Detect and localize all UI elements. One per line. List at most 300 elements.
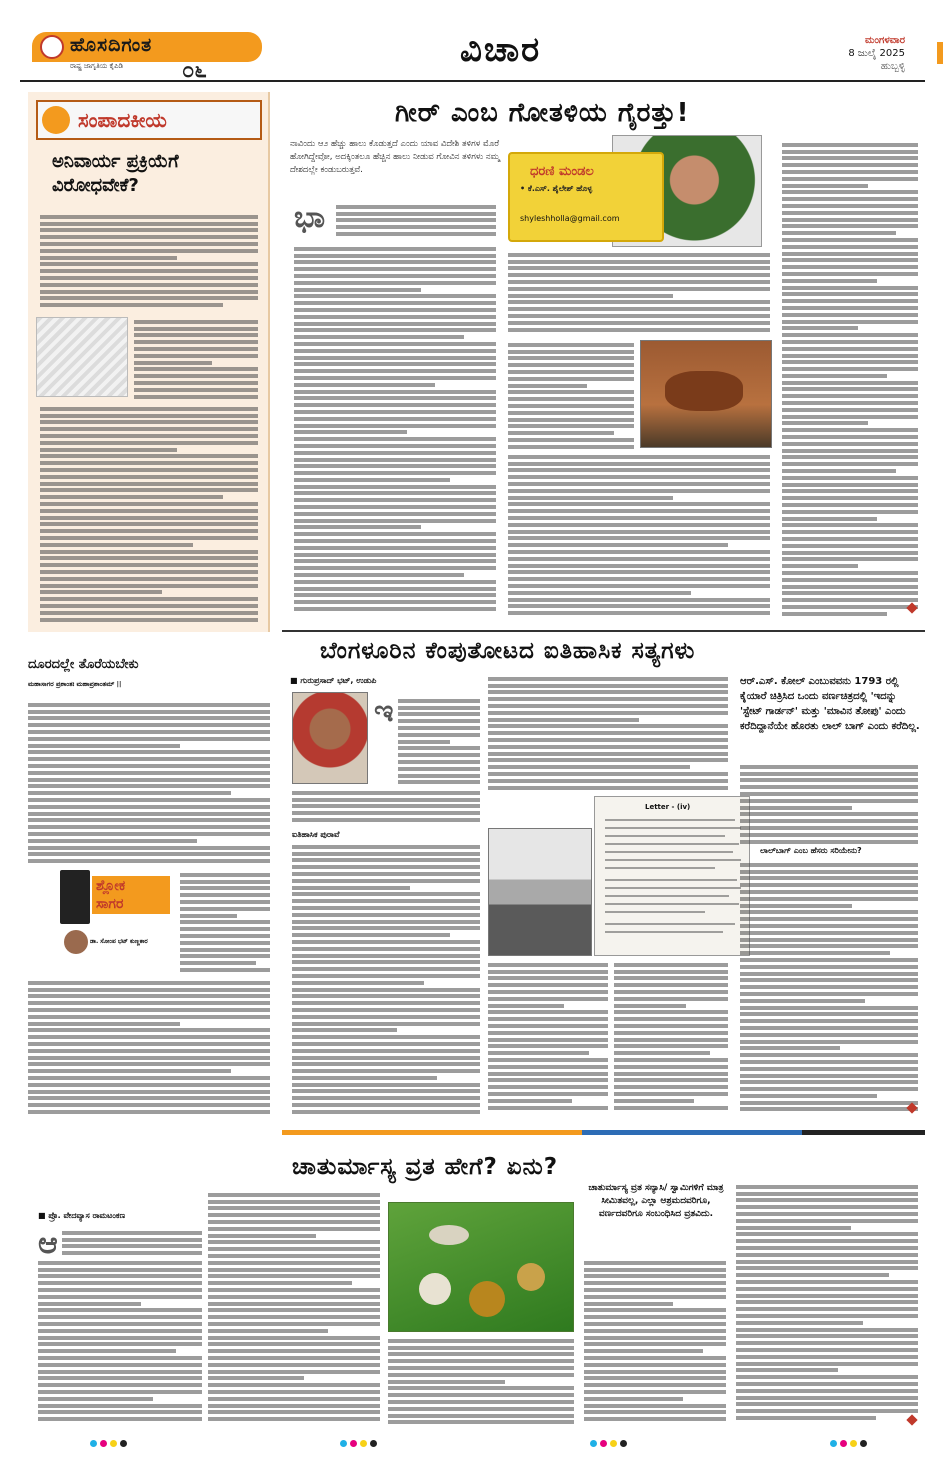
text-line [782, 442, 918, 446]
text-line [40, 563, 258, 567]
text-line [294, 478, 450, 482]
text-line [782, 150, 918, 154]
text-line [488, 697, 728, 701]
text-line [28, 1096, 270, 1100]
text-line [294, 260, 496, 264]
text-line [28, 798, 270, 802]
text-line [336, 232, 496, 236]
text-line [508, 438, 634, 442]
text-line [40, 584, 258, 588]
text-line [740, 1107, 918, 1111]
text-line [292, 811, 480, 815]
left-lower-body-2 [180, 870, 270, 974]
letter-title: Letter - (iv) [645, 803, 691, 811]
text-line [292, 1069, 480, 1073]
text-line [294, 505, 496, 509]
text-line [40, 522, 258, 526]
article2-author: ■ ಗುರುಪ್ರಸಾದ್ ಭಟ್, ಉಡುಪಿ [290, 676, 377, 685]
text-line [294, 281, 496, 285]
text-line [40, 256, 177, 260]
text-line [40, 597, 258, 601]
editorial-photo [36, 317, 128, 397]
left-lower-body-1 [28, 700, 270, 866]
text-line [208, 1404, 380, 1408]
text-line [28, 846, 270, 850]
text-line [782, 326, 858, 330]
color-bar-blue [582, 1130, 802, 1135]
text-line [292, 872, 480, 876]
text-line [614, 1038, 728, 1042]
text-line [614, 1106, 728, 1110]
text-line [736, 1409, 918, 1413]
text-line [614, 1065, 728, 1069]
text-line [134, 381, 258, 385]
left-lower-title[interactable]: ದೂರದಲ್ಲೇ ತೊರೆಯಬೇಕು [28, 657, 139, 672]
text-line [294, 396, 496, 400]
text-line [508, 370, 634, 374]
text-line [508, 307, 770, 311]
text-line [782, 286, 918, 290]
text-line [508, 516, 770, 520]
text-line [388, 1339, 574, 1343]
article2-dropcap: ಇ [374, 694, 394, 729]
text-line [736, 1402, 918, 1406]
article3-col5 [736, 1182, 918, 1426]
article2-col2-top [488, 674, 728, 794]
text-line [508, 591, 691, 595]
article1-col1 [294, 244, 496, 616]
text-line [38, 1268, 202, 1272]
text-line [736, 1321, 863, 1325]
text-line [488, 724, 728, 728]
text-line [28, 1022, 180, 1026]
text-line [134, 361, 212, 365]
text-line [782, 469, 896, 473]
text-line [294, 369, 496, 373]
text-line [782, 245, 918, 249]
text-line [782, 496, 918, 500]
text-line [294, 464, 496, 468]
text-line [584, 1281, 726, 1285]
text-line [294, 254, 496, 258]
text-line [614, 963, 728, 967]
text-line [208, 1234, 316, 1238]
text-line [180, 941, 270, 945]
text-line [782, 299, 918, 303]
text-line [508, 536, 770, 540]
article2-subhead-1: ಐತಿಹಾಸಿಕ ಪುರಾವೆ [292, 830, 340, 839]
text-line [740, 1101, 918, 1105]
text-line [388, 1400, 574, 1404]
article2-col1-mid [292, 788, 480, 828]
article3-title[interactable]: ಚಾತುರ್ಮಾಸ್ಯ ವ್ರತ ಹೇಗೆ? ಏನು? [292, 1154, 559, 1180]
article1-col2-mid [508, 340, 634, 450]
text-line [782, 462, 918, 466]
text-line [294, 566, 496, 570]
text-line [28, 737, 270, 741]
text-line [292, 852, 480, 856]
text-line [208, 1308, 380, 1312]
text-line [208, 1281, 352, 1285]
text-line [488, 731, 728, 735]
text-line [736, 1396, 918, 1400]
text-line [294, 559, 496, 563]
text-line [782, 401, 918, 405]
text-line [208, 1390, 380, 1394]
article2-col3-bottom [614, 960, 728, 1116]
text-line [38, 1288, 202, 1292]
text-line [736, 1382, 918, 1386]
text-line [508, 377, 634, 381]
text-line [28, 730, 270, 734]
text-line [40, 550, 258, 554]
text-line [208, 1295, 380, 1299]
text-line [180, 968, 270, 972]
text-line [40, 303, 223, 307]
text-line [584, 1322, 726, 1326]
text-line [488, 1106, 608, 1110]
text-line [292, 1015, 480, 1019]
text-line [740, 924, 918, 928]
text-line [782, 340, 918, 344]
text-line [38, 1404, 202, 1408]
text-line [28, 1110, 270, 1114]
text-line [38, 1356, 202, 1360]
text-line [782, 177, 918, 181]
text-line [488, 690, 728, 694]
text-line [208, 1370, 380, 1374]
text-line [292, 933, 450, 937]
text-line [740, 897, 918, 901]
text-line [736, 1232, 918, 1236]
section-title: ವಿಚಾರ [460, 30, 542, 70]
text-line [508, 356, 634, 360]
text-line [584, 1417, 726, 1421]
text-line [28, 716, 270, 720]
text-line [488, 1024, 608, 1028]
text-line [508, 384, 587, 388]
left-lower-subtitle: ಮಹಾಸಾಗರ ಪ್ರಶಾಂತಃ ಮಹಾಪ್ರಶಾಂತಮ್ || [28, 680, 122, 688]
text-line [736, 1280, 918, 1284]
text-line [740, 772, 918, 776]
text-line [740, 910, 918, 914]
text-line [508, 300, 770, 304]
text-line [28, 1056, 270, 1060]
editorial-body-1 [40, 212, 258, 310]
text-line [782, 374, 887, 378]
text-line [28, 1083, 270, 1087]
text-line [134, 340, 258, 344]
text-line [740, 999, 865, 1003]
text-line [736, 1239, 918, 1243]
text-line [740, 972, 918, 976]
text-line [740, 1046, 840, 1050]
text-line [294, 349, 496, 353]
text-line [488, 1065, 608, 1069]
text-line [292, 974, 480, 978]
text-line [614, 1010, 728, 1014]
text-line [294, 430, 407, 434]
text-line [488, 711, 728, 715]
text-line [736, 1266, 918, 1270]
text-line [736, 1389, 918, 1393]
text-line [584, 1383, 726, 1387]
text-line [740, 978, 918, 982]
text-line [28, 1001, 270, 1005]
text-line [782, 557, 918, 561]
text-line [38, 1397, 153, 1401]
city: ಹುಬ್ಬಳ್ಳಿ [880, 61, 905, 72]
registration-marks-1 [90, 1440, 127, 1447]
editorial-headline[interactable]: ಅನಿವಾರ್ಯ ಪ್ರಕ್ರಿಯೆಗೆ ವಿರೋಧವೇಕೆ? [52, 151, 179, 196]
text-line [28, 710, 270, 714]
text-line [488, 765, 690, 769]
text-line [208, 1342, 380, 1346]
text-line [614, 1031, 728, 1035]
text-line [740, 792, 918, 796]
text-line [488, 758, 728, 762]
text-line [508, 294, 673, 298]
text-line [508, 328, 770, 332]
editorial-emblem-icon [42, 106, 70, 134]
text-line [40, 495, 223, 499]
historic-letter-image [594, 796, 750, 956]
text-line [208, 1200, 380, 1204]
text-line [40, 228, 258, 232]
text-line [38, 1336, 202, 1340]
text-line [488, 1078, 608, 1082]
text-line [38, 1295, 202, 1299]
date: 8 ಜುಲೈ 2025 [848, 48, 905, 59]
text-line [294, 519, 496, 523]
text-line [508, 404, 634, 408]
text-line [740, 1006, 918, 1010]
text-line [292, 960, 480, 964]
text-line [292, 920, 480, 924]
text-line [62, 1244, 202, 1248]
text-line [508, 424, 634, 428]
text-line [740, 819, 918, 823]
text-line [28, 1090, 270, 1094]
text-line [782, 197, 918, 201]
text-line [388, 1407, 574, 1411]
text-line [40, 502, 258, 506]
banana-leaf-meal-photo [388, 1202, 574, 1332]
article3-dropcap: ಆ [38, 1226, 58, 1261]
text-line [40, 290, 258, 294]
text-line [292, 1008, 480, 1012]
text-line [508, 475, 770, 479]
text-line [40, 414, 258, 418]
text-line [38, 1322, 202, 1326]
text-line [208, 1397, 380, 1401]
article2-col4 [740, 860, 918, 1116]
byline-box [508, 152, 664, 242]
text-line [28, 791, 231, 795]
text-line [782, 605, 918, 609]
text-line [388, 1352, 574, 1356]
text-line [736, 1300, 918, 1304]
text-line [488, 677, 728, 681]
text-line [28, 1103, 270, 1107]
text-line [782, 585, 918, 589]
text-line [40, 249, 258, 253]
text-line [292, 865, 480, 869]
text-line [398, 760, 480, 764]
gir-cow-photo [640, 340, 772, 448]
article3-col1 [38, 1258, 202, 1426]
article3-col3 [388, 1336, 574, 1426]
text-line [508, 502, 770, 506]
text-line [508, 431, 614, 435]
text-line [292, 1042, 480, 1046]
text-line [294, 424, 496, 428]
text-line [294, 491, 496, 495]
text-line [488, 1017, 608, 1021]
text-line [208, 1322, 380, 1326]
article2-title[interactable]: ಬೆಂಗಳೂರಿನ ಕೆಂಪುತೋಟದ ಐತಿಹಾಸಿಕ ಸತ್ಯಗಳು [320, 638, 696, 664]
text-line [180, 961, 256, 965]
text-line [782, 428, 918, 432]
text-line [38, 1261, 202, 1265]
text-line [782, 571, 918, 575]
text-line [740, 904, 852, 908]
text-line [614, 976, 728, 980]
text-line [294, 288, 421, 292]
text-line [740, 951, 890, 955]
text-line [180, 914, 237, 918]
logo[interactable] [32, 32, 262, 83]
text-line [388, 1414, 574, 1418]
text-line [488, 1038, 608, 1042]
text-line [208, 1349, 380, 1353]
text-line [28, 723, 270, 727]
text-line [740, 1053, 918, 1057]
text-line [336, 212, 496, 216]
text-line [740, 1067, 918, 1071]
shloka-label-1: ಶ್ಲೋಕ [96, 878, 126, 894]
text-line [740, 1033, 918, 1037]
text-line [740, 785, 918, 789]
text-line [294, 390, 496, 394]
text-line [782, 211, 918, 215]
text-line [740, 992, 918, 996]
text-line [508, 550, 770, 554]
text-line [38, 1417, 202, 1421]
shloka-label [92, 876, 170, 914]
text-line [488, 997, 608, 1001]
text-line [782, 252, 918, 256]
text-line [208, 1288, 380, 1292]
text-line [488, 1085, 608, 1089]
text-line [584, 1404, 726, 1408]
text-line [38, 1370, 202, 1374]
text-line [294, 403, 496, 407]
text-line [40, 283, 258, 287]
text-line [782, 156, 918, 160]
text-line [28, 994, 270, 998]
author-email[interactable]: shyleshholla@gmail.com [520, 214, 620, 223]
text-line [584, 1349, 703, 1353]
text-line [740, 1060, 918, 1064]
text-line [294, 437, 496, 441]
article1-title[interactable]: ಗೀರ್ ಎಂಬ ಗೋತಳಿಯ ಗೈರತ್ತು! [395, 98, 690, 128]
text-line [208, 1254, 380, 1258]
text-line [782, 483, 918, 487]
text-line [294, 525, 421, 529]
text-line [292, 981, 424, 985]
text-line [388, 1373, 574, 1377]
text-line [740, 1012, 918, 1016]
text-line [292, 1103, 480, 1107]
text-line [508, 564, 770, 568]
text-line [614, 1051, 710, 1055]
text-line [398, 726, 480, 730]
text-line [40, 475, 258, 479]
text-line [488, 990, 608, 994]
text-line [398, 706, 480, 710]
text-line [28, 818, 270, 822]
text-line [736, 1212, 918, 1216]
text-line [38, 1363, 202, 1367]
text-line [40, 407, 258, 411]
text-line [294, 580, 496, 584]
shloka-author: ಡಾ. ಸೋಂಪ ಭಟ್ ಕುಣ್ಣಕಾರ [90, 938, 148, 945]
editorial-label: ಸಂಪಾದಕೀಯ [78, 108, 167, 132]
text-line [488, 779, 728, 783]
text-line [294, 451, 496, 455]
text-line [782, 551, 918, 555]
text-line [294, 600, 496, 604]
text-line [208, 1376, 304, 1380]
text-line [336, 225, 496, 229]
text-line [40, 276, 258, 280]
text-line [736, 1260, 918, 1264]
text-line [736, 1185, 918, 1189]
text-line [740, 863, 918, 867]
text-line [180, 934, 270, 938]
text-line [782, 320, 918, 324]
masthead [20, 30, 925, 82]
text-line [38, 1308, 202, 1312]
day: ಮಂಗಳವಾರ [864, 35, 905, 46]
text-line [28, 1069, 231, 1073]
text-line [488, 738, 728, 742]
text-line [208, 1356, 380, 1360]
text-line [508, 266, 770, 270]
article1-col3 [782, 140, 918, 616]
text-line [40, 604, 258, 608]
text-line [40, 536, 258, 540]
article2-pull-quote: ಆರ್.ಎಸ್. ಕೋಲ್ ಎಂಬುವವನು 1793 ರಲ್ಲಿ ಕೈಯಾರೆ ಚಿತ್ರಿಸಿದ ಒಂದು ವರ್ಣಚಿತ್ರದಲ್ಲಿ 'ಇದನ್ನು 'ಸ್ಟೇಟ್ ಗಾರ್ಡನ್' ಮತ್ತು 'ಮಾವಿನ ತೋಪು' ಎಂದು ಕರೆದಿದ್ದಾನೆಯೇ ಹೊರತು ಲಾಲ್ ಬಾಗ್ ಎಂದು ಕರೆದಿಲ್ಲ. [740, 676, 920, 732]
text-line [782, 190, 918, 194]
text-line [40, 454, 258, 458]
text-line [584, 1376, 726, 1380]
text-line [28, 825, 270, 829]
text-line [740, 806, 852, 810]
text-line [38, 1383, 202, 1387]
article1-col1-top [336, 202, 496, 242]
text-line [488, 1092, 608, 1096]
text-line [782, 455, 918, 459]
article3-col1-top [62, 1228, 202, 1256]
text-line [40, 461, 258, 465]
text-line [294, 315, 496, 319]
registration-marks-3 [590, 1440, 627, 1447]
text-line [508, 489, 770, 493]
text-line [740, 938, 918, 942]
text-line [488, 704, 728, 708]
